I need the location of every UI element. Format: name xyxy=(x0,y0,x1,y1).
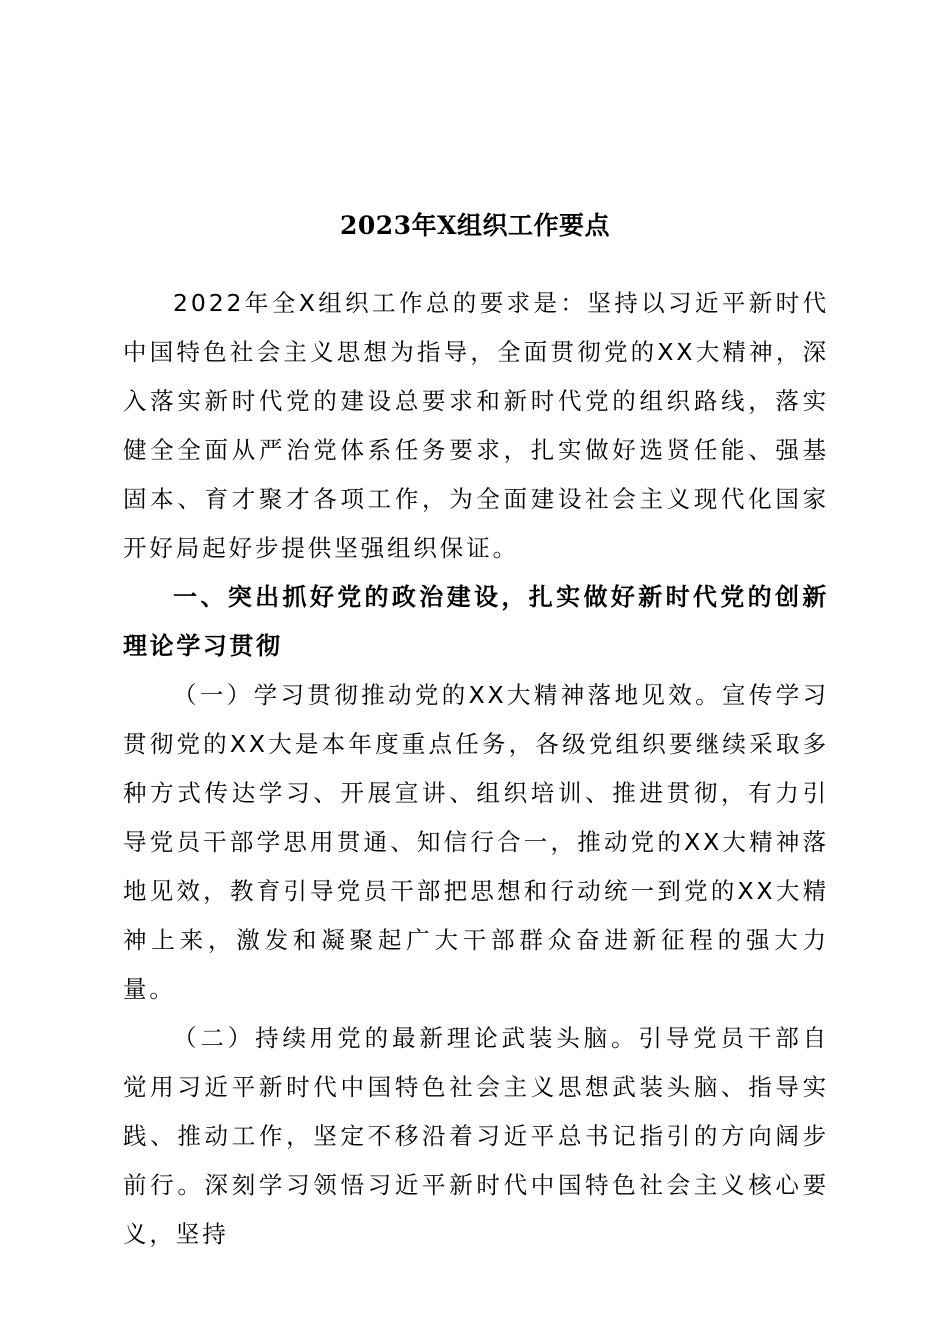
intro-paragraph: 2022年全X组织工作总的要求是：坚持以习近平新时代中国特色社会主义思想为指导，全面贯彻党的XX大精神，深入落实新时代党的建设总要求和新时代党的组织路线，落实健全全面从严治党体系任务要求，扎实做好选贤任能、强基固本、育才聚才各项工作，为全面建设社会主义现代化国家开好局起好步提供坚强组织保证。 xyxy=(123,289,829,562)
document-body xyxy=(123,279,829,1259)
section-1-item-2: （二）持续用党的最新理论武装头脑。引导党员干部自觉用习近平新时代中国特色社会主义思想武装头脑、指导实践、推动工作，坚定不移沿着习近平总书记指引的方向阔步前行。深刻学习领悟习近平新时代中国特色社会主义核心要义，坚持 xyxy=(123,1024,829,1248)
section-1-heading: 一、突出抓好党的政治建设，扎实做好新时代党的创新理论学习贯彻 xyxy=(123,583,829,660)
document-title: 2023年X组织工作要点 xyxy=(340,211,610,240)
section-1-item-1: （一）学习贯彻推动党的XX大精神落地见效。宣传学习贯彻党的XX大是本年度重点任务，各级党组织要继续采取多种方式传达学习、开展宣讲、组织培训、推进贯彻，有力引导党员干部学思用贯通、知信行合一，推动党的XX大精神落地见效，教育引导党员干部把思想和行动统一到党的XX大精神上来，激发和凝聚起广大干部群众奋进新征程的强大力量。 xyxy=(123,681,829,1003)
